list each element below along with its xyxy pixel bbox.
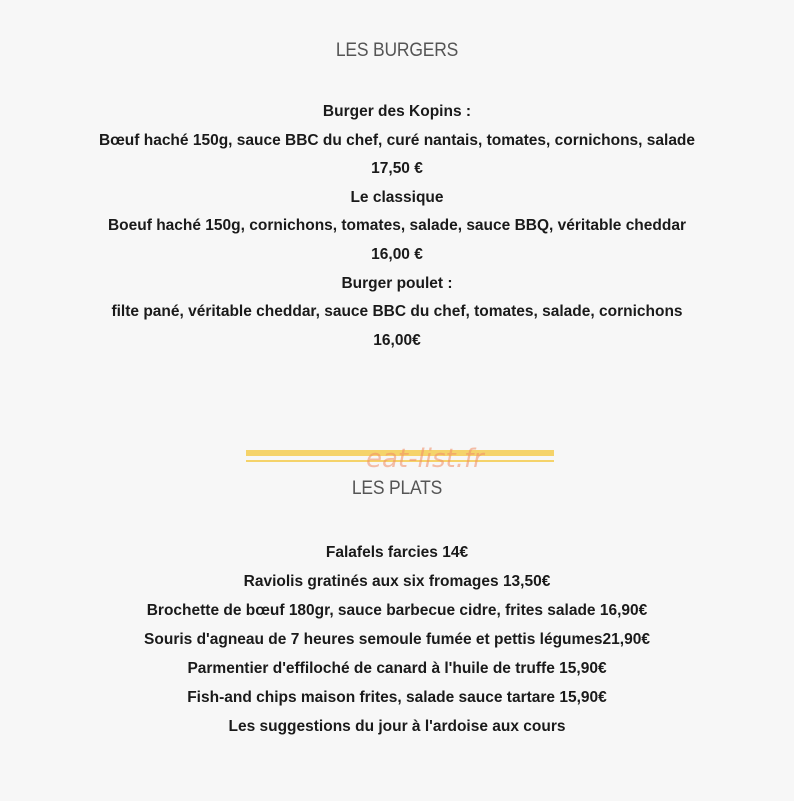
menu-item-description: Boeuf haché 150g, cornichons, tomates, salade, sauce BBQ, véritable cheddar bbox=[107, 217, 686, 235]
plats-menu-list bbox=[0, 538, 794, 741]
menu-item-price: 17,50 € bbox=[371, 160, 423, 178]
watermark-text: eat-list.fr bbox=[366, 444, 484, 474]
watermark-logo bbox=[246, 444, 554, 474]
menu-item-name: Le classique bbox=[350, 188, 444, 206]
menu-item-name: Burger des Kopins : bbox=[322, 103, 472, 120]
menu-item: Raviolis gratinés aux six fromages 13,50€ bbox=[243, 573, 551, 590]
menu-item-description: filte pané, véritable cheddar, sauce BBC du chef, tomates, salade, cornichons bbox=[111, 303, 683, 321]
menu-item: Brochette de bœuf 180gr, sauce barbecue cidre, frites salade 16,90€ bbox=[146, 602, 648, 619]
menu-item: Fish-and chips maison frites, salade sauce tartare 15,90€ bbox=[187, 689, 607, 706]
section-title-burgers: LES BURGERS bbox=[335, 40, 459, 61]
menu-item-price: 16,00€ bbox=[373, 331, 421, 349]
section-title-plats: LES PLATS bbox=[351, 478, 443, 499]
menu-item: Falafels farcies 14€ bbox=[325, 544, 469, 561]
menu-item-price: 16,00 € bbox=[371, 245, 423, 263]
menu-item-name: Burger poulet : bbox=[341, 274, 453, 292]
menu-item: Souris d'agneau de 7 heures semoule fumée et pettis légumes21,90€ bbox=[144, 631, 650, 648]
menu-item: Les suggestions du jour à l'ardoise aux cours bbox=[228, 718, 566, 735]
burgers-menu-list bbox=[0, 98, 794, 355]
menu-item-description: Bœuf haché 150g, sauce BBC du chef, curé nantais, tomates, cornichons, salade bbox=[98, 131, 696, 149]
menu-item: Parmentier d'effiloché de canard à l'huile de truffe 15,90€ bbox=[187, 660, 607, 677]
